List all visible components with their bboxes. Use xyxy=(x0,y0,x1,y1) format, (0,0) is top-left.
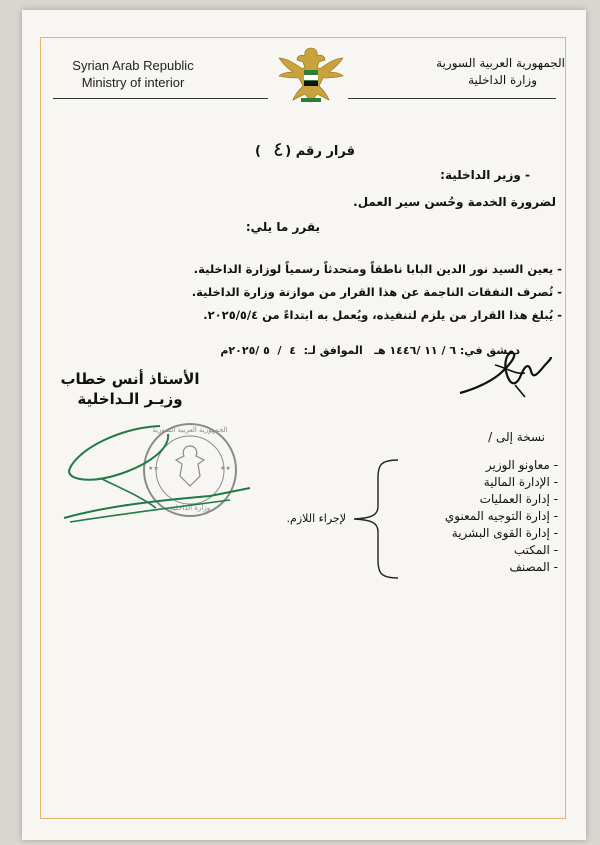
list-item: - المصنف xyxy=(509,560,558,574)
green-signature-icon xyxy=(60,418,260,528)
decision-close: ) xyxy=(255,144,261,159)
list-item: - إدارة القوى البشرية xyxy=(451,526,558,540)
signature-icon xyxy=(455,345,555,405)
header-ar-line1: الجمهورية العربية السورية xyxy=(436,56,565,70)
brace-icon xyxy=(350,458,400,580)
decision-item: - يعين السيد نور الدين البابا ناطقاً ومتحدثاً رسمياً لوزارة الداخلية. xyxy=(193,262,562,276)
list-item: - معاونو الوزير xyxy=(485,458,558,472)
svg-text:★★: ★★ xyxy=(148,465,159,472)
minister-line: - وزير الداخلية: xyxy=(440,168,530,182)
copies-heading: نسخة إلى / xyxy=(488,430,545,444)
seal-bottom-text: وزارة الداخلية xyxy=(169,504,211,512)
date-line: دمشق في: ٦ / ١١ /١٤٤٦ هـ الموافق لـ: ٤ / ٥ /٢٠٢٥م xyxy=(220,344,520,357)
decision-title xyxy=(255,137,355,164)
decision-label: قرار رقم ( xyxy=(285,144,355,159)
decision-item: - تُصرف النفقات الناجمة عن هذا القرار من موازنة وزارة الداخلية. xyxy=(191,285,562,299)
emblem-icon xyxy=(275,42,347,108)
header-rule-left xyxy=(53,98,268,99)
header-ar-line2: وزارة الداخلية xyxy=(468,73,537,87)
action-note: لإجراء اللازم. xyxy=(286,512,346,525)
recipients-list xyxy=(398,457,558,576)
header-rule-right xyxy=(348,98,556,99)
decision-item: - يُبلغ هذا القرار من يلزم لتنفيذه، ويُعمل به ابتداءً من ٢٠٢٥/٥/٤. xyxy=(203,308,562,322)
seal-text: الجمهورية العربية السورية xyxy=(152,426,228,434)
list-item: - الإدارة المالية xyxy=(483,475,558,489)
decision-number: ٤ xyxy=(273,137,284,161)
header-ar xyxy=(385,55,565,89)
header-en xyxy=(48,57,218,91)
signatory-name: الأستاذ أنس خطاب xyxy=(60,370,200,388)
header-en-line2: Ministry of interior xyxy=(81,75,185,90)
reason-line: لضرورة الخدمة وحُسن سير العمل. xyxy=(353,195,556,209)
list-item: - إدارة التوجيه المعنوي xyxy=(444,509,558,523)
signatory-title: وزيـر الـداخلية xyxy=(77,390,183,408)
list-item: - المكتب xyxy=(513,543,558,557)
decides-line: يقرر ما يلي: xyxy=(245,220,320,234)
list-item: - إدارة العمليات xyxy=(479,492,558,506)
header-en-line1: Syrian Arab Republic xyxy=(72,58,194,73)
svg-text:★★: ★★ xyxy=(220,465,231,472)
